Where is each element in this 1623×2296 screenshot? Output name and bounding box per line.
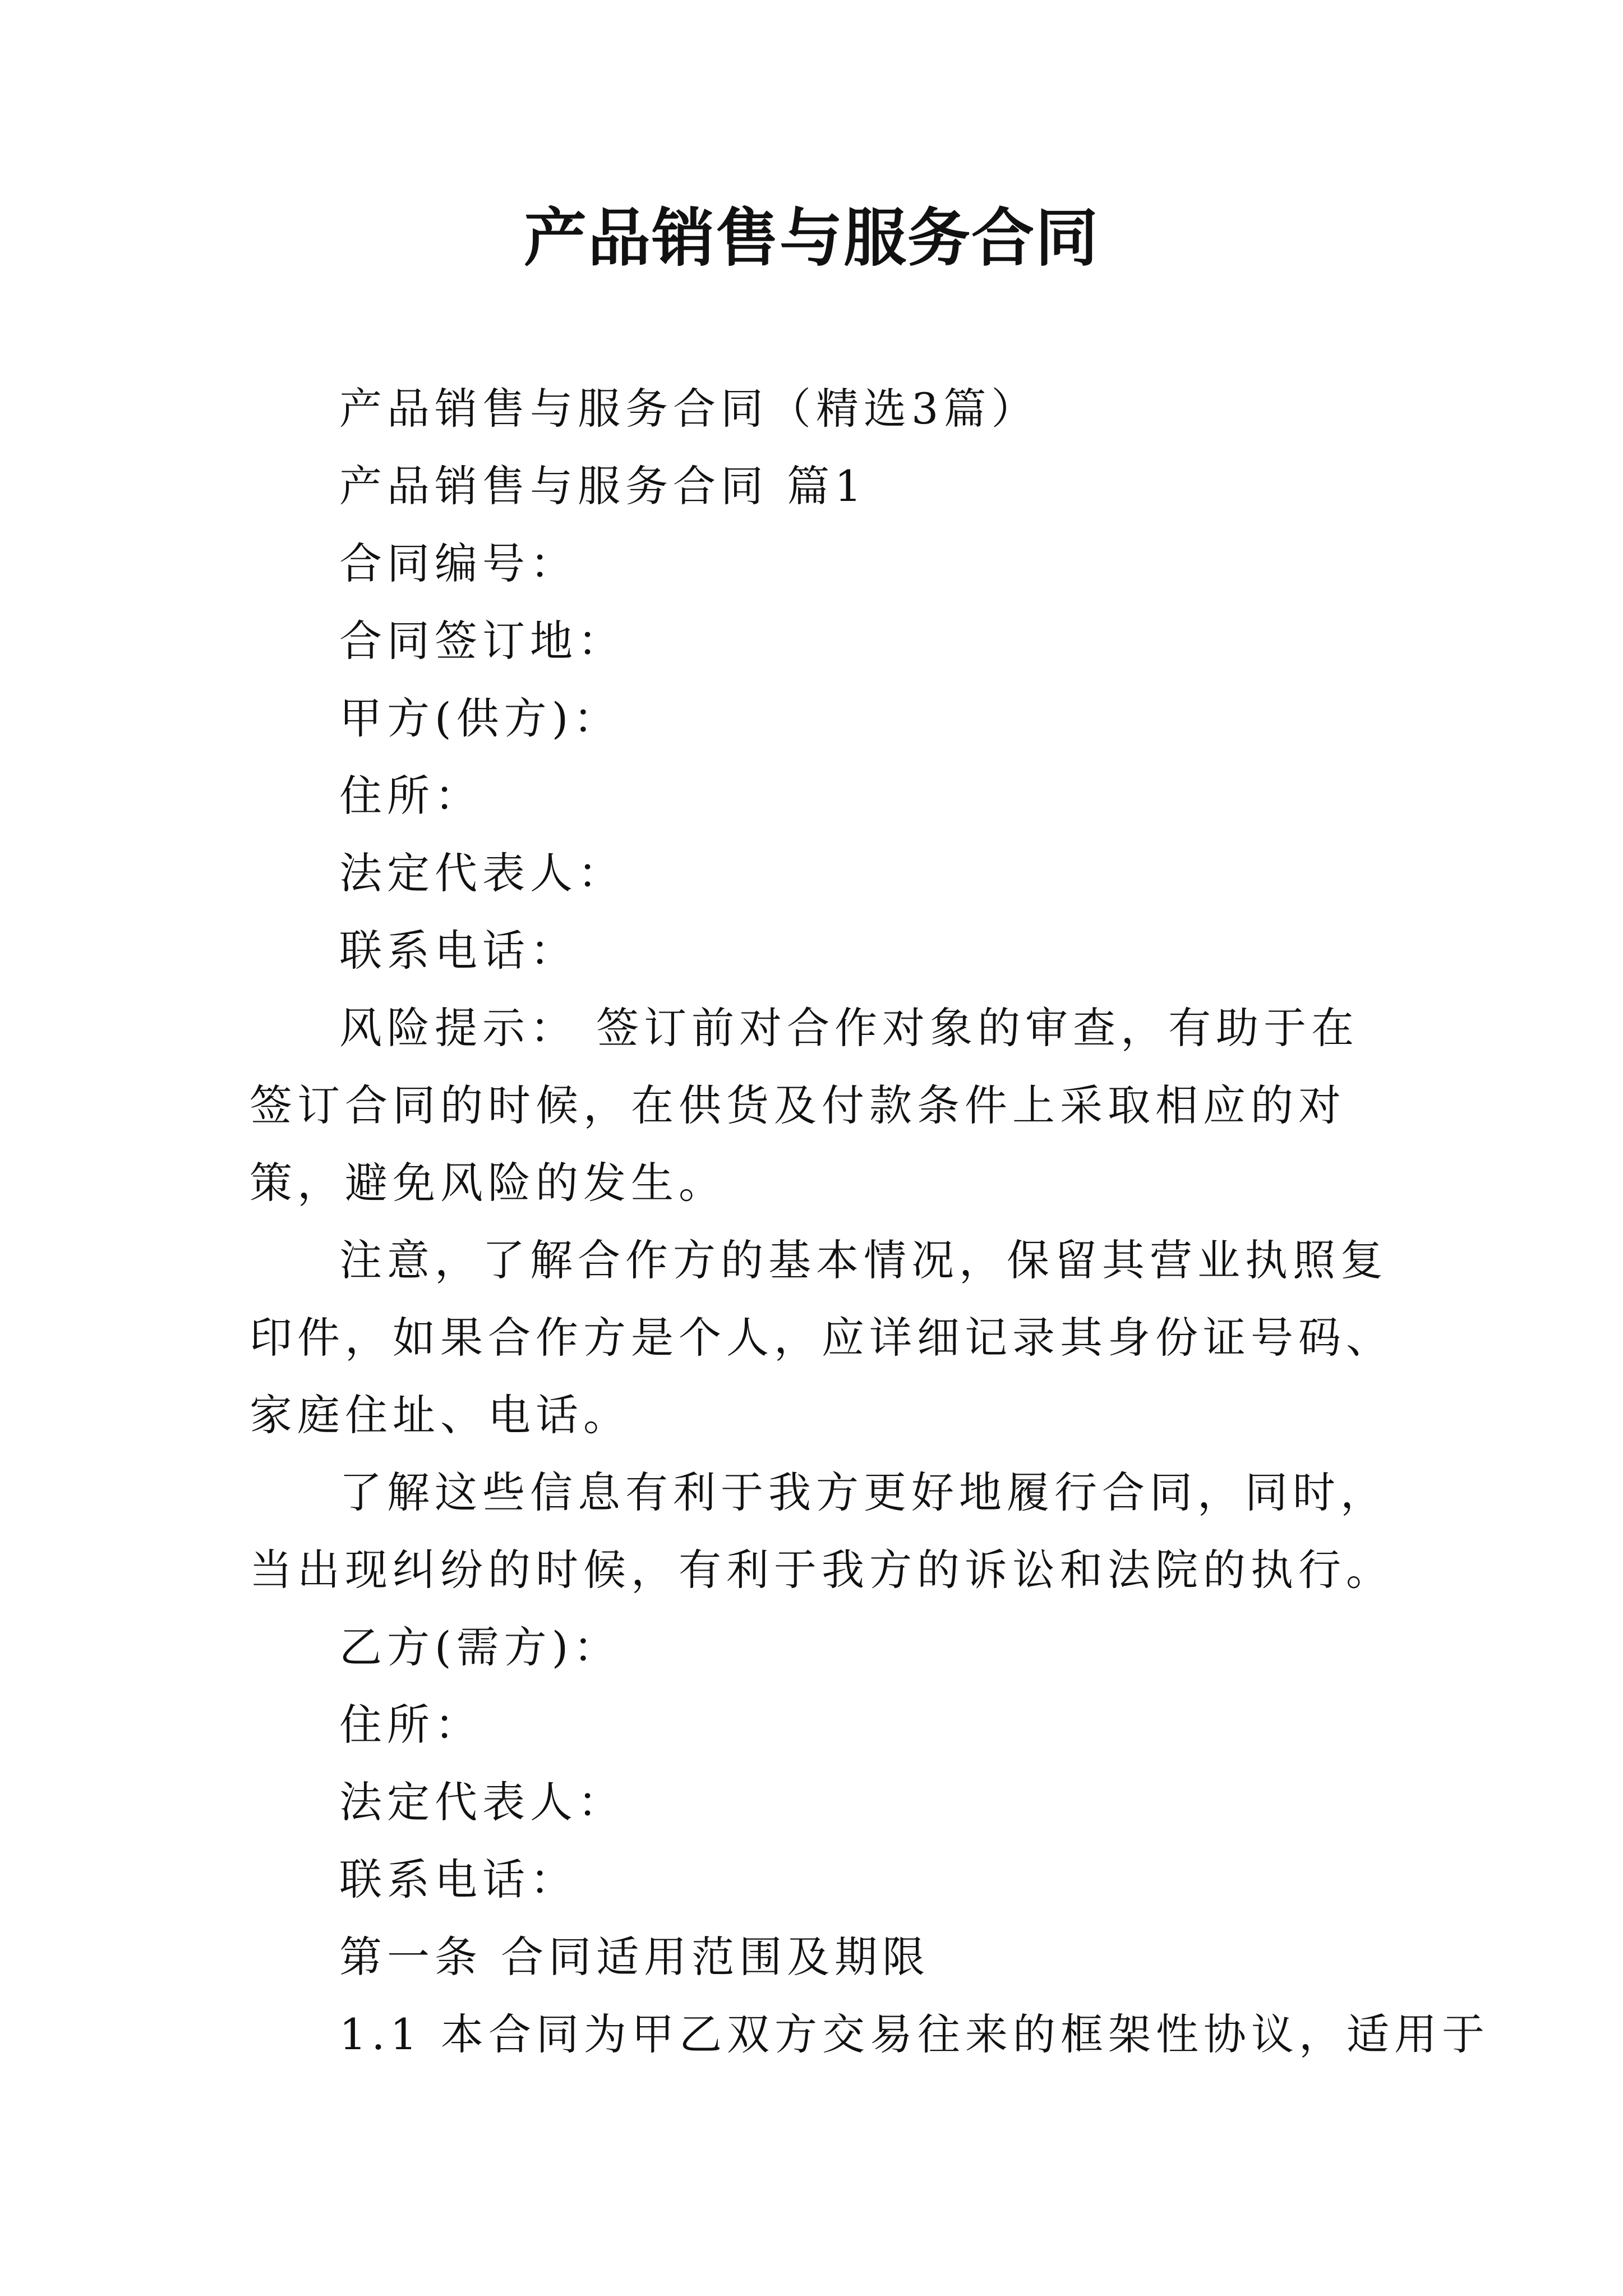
paragraph-attention: 注意，了解合作方的基本情况，保留其营业执照复印件，如果合作方是个人，应详细记录其身份证号码、家庭住址、电话。 bbox=[250, 1235, 1394, 1440]
paragraph-party-b-phone: 联系电话： bbox=[339, 1855, 578, 1904]
document-body bbox=[250, 370, 1490, 2073]
paragraph-party-a: 甲方(供方)： bbox=[339, 693, 621, 743]
paragraph-party-b-address: 住所： bbox=[339, 1700, 482, 1750]
paragraph-information-benefit: 了解这些信息有利于我方更好地履行合同，同时，当出现纠纷的时候，有利于我方的诉讼和法院的执行。 bbox=[250, 1467, 1394, 1595]
paragraph-article-1-heading: 第一条 合同适用范围及期限 bbox=[339, 1932, 930, 1982]
paragraph-clause-1-1: 1.1 本合同为甲乙双方交易往来的框架性协议，适用于 bbox=[339, 2009, 1490, 2059]
paragraph-risk-notice: 风险提示： 签订前对合作对象的审查，有助于在签订合同的时候，在供货及付款条件上采取相应的对策，避免风险的发生。 bbox=[250, 1003, 1359, 1208]
paragraph-party-b: 乙方(需方)： bbox=[339, 1622, 621, 1672]
paragraph-party-b-representative: 法定代表人： bbox=[339, 1777, 625, 1827]
document-title: 产品销售与服务合同 bbox=[524, 201, 1099, 275]
paragraph-subtitle: 产品销售与服务合同（精选3篇） bbox=[339, 384, 1039, 434]
paragraph-signing-place: 合同签订地： bbox=[339, 616, 625, 666]
paragraph-party-a-phone: 联系电话： bbox=[339, 926, 578, 976]
paragraph-contract-number: 合同编号： bbox=[339, 539, 578, 588]
paragraph-party-a-representative: 法定代表人： bbox=[339, 848, 625, 898]
paragraph-section-heading: 产品销售与服务合同 篇1 bbox=[339, 461, 867, 511]
paragraph-party-a-address: 住所： bbox=[339, 771, 482, 821]
